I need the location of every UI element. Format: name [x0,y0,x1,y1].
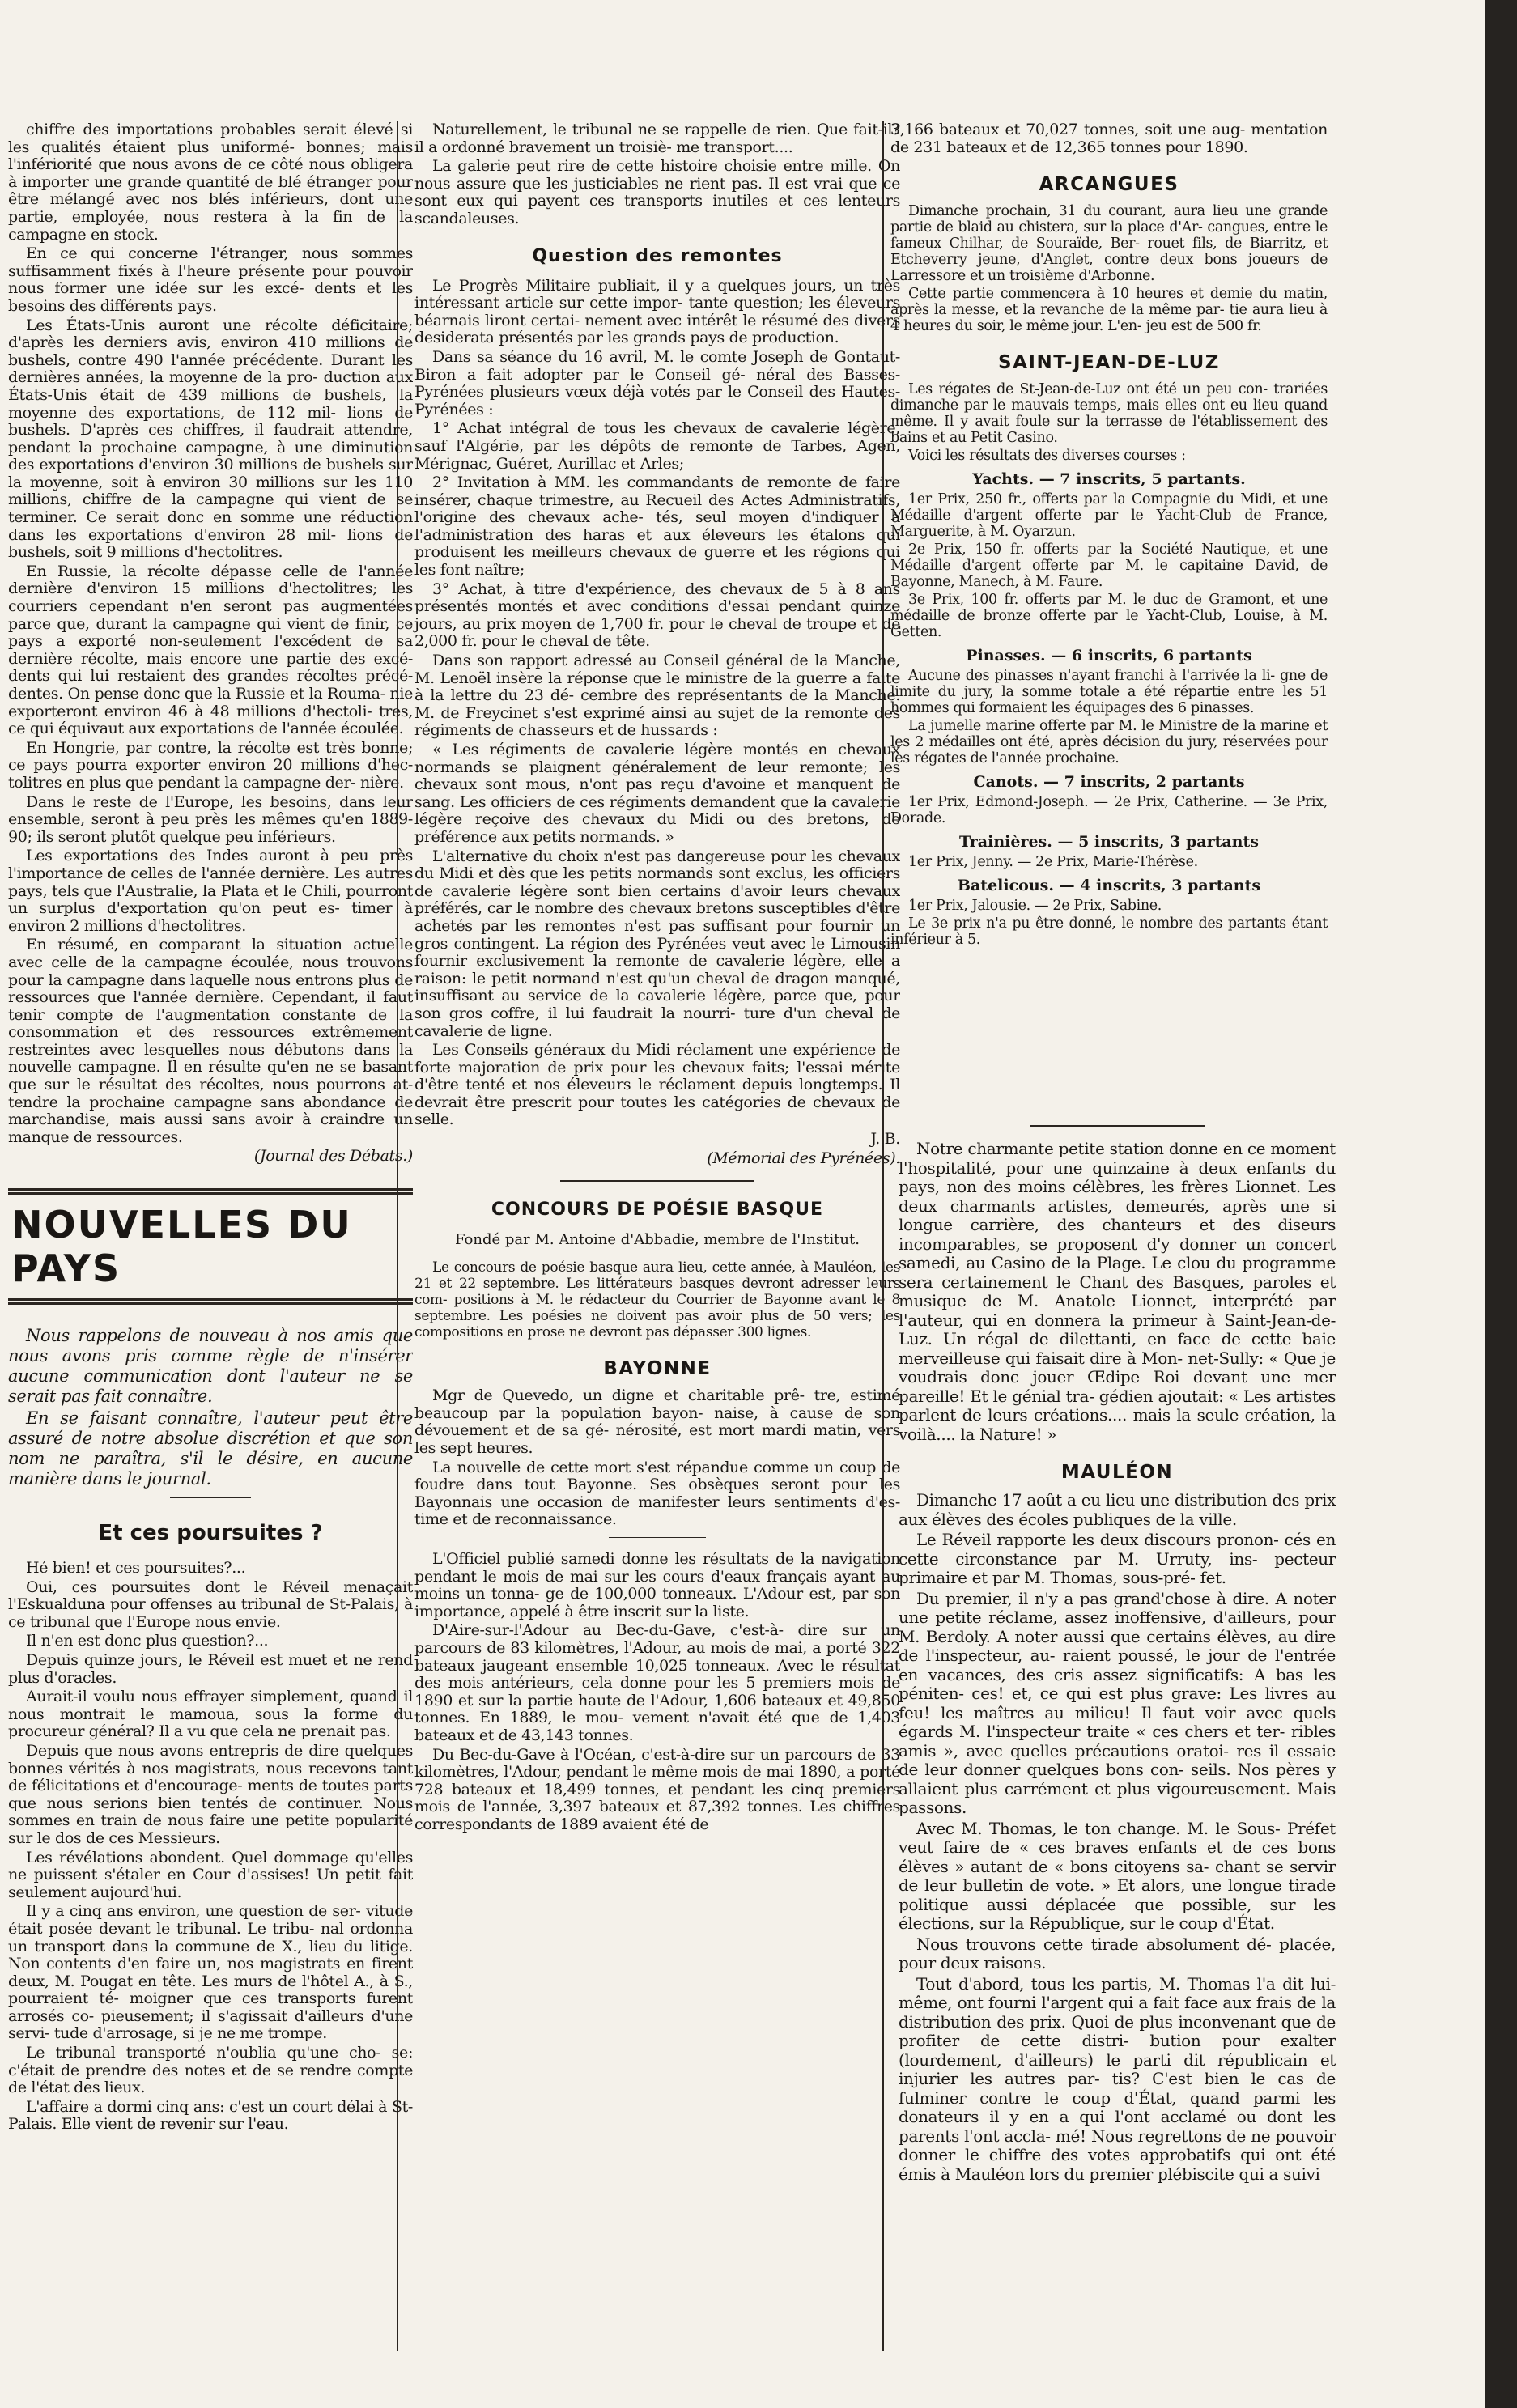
paragraph: « Les régiments de cavalerie légère montés en chevaux normands se plaignent généralement de leur remonte; les chevaux sont mous, n'ont pas reçu d'avoine et manquent de sang. Les officiers de ces régiments demandent que la cavalerie légère reçoive des chevaux du Midi ou des bretons, de préférence aux petits normands. » [414,741,900,846]
paragraph: Dans sa séance du 16 avril, M. le comte Joseph de Gontaut-Biron a fait adopter par le Conseil gé- néral des Basses-Pyrénées plusieurs vœux déjà votés par le Conseil des Hautes-Pyrénées : [414,347,900,418]
paragraph: L'Officiel publié samedi donne les résultats de la navigation pendant le mois de mai sur les cours d'eaux français ayant au moins un tonna- ge de 100,000 tonneaux. L'Adour est, par son importance, appelé à être inscrit sur la liste. [414,1550,900,1620]
paragraph: Oui, ces poursuites dont le Réveil menaçait l'Eskualduna pour offenses au tribunal de St-Palais, à ce tribunal que l'Europe nous envie. [8,1578,413,1631]
paragraph: Depuis quinze jours, le Réveil est muet et ne rend plus d'oracles. [8,1651,413,1687]
paragraph: 1er Prix, Jalousie. — 2e Prix, Sabine. [908,898,1162,915]
paragraph: La galerie peut rire de cette histoire choisie entre mille. On nous assure que les justiciables ne rient pas. Il est vrai que ce sont eux qui payent ces transports inutiles et ces lenteurs scandaleuses. [414,157,900,227]
paragraph: La nouvelle de cette mort s'est répandue comme un coup de foudre dans tout Bayonne. Ses obsèques seront pour les Bayonnais une occasion de manifester leurs sentiments d'es- time et de reconnaissance. [414,1458,900,1529]
paragraph: Le tribunal transporté n'oublia qu'une cho- se: c'était de prendre des notes et de se rendre compte de l'état des lieux. [8,2044,413,2097]
article-title: Et ces poursuites ? [98,1521,323,1546]
race-heading: Pinasses. — 6 inscrits, 6 partants [966,647,1252,665]
paragraph: Les Conseils généraux du Midi réclament une expérience de forte majoration de prix pour les chevaux faits; l'essai mérite d'être tenté et nos éleveurs le réclament depuis longtemps. Il devrait être prescrit pour toutes les catégories de chevaux de selle. [414,1041,900,1129]
paragraph: Il y a cinq ans environ, une question de ser- vitude était posée devant le tribunal. Le tribu- nal ordonna un transport dans la commune de X., lieu du litige. Non contents d'en faire un, nos magistrats en firent deux, M. Pougat en tête. Les murs de l'hôtel A., à S., pourraient té- moigner que ces transports furent arrosés co- pieusement; il s'agissait d'ailleurs d'une servi- tude d'arrosage, si je ne me trompe. [8,1902,413,2043]
paragraph: Tout d'abord, tous les partis, M. Thomas l'a dit lui-même, ont fourni l'argent qui a fait face aux frais de la distribution des prix. Quoi de plus inconvenant que de profiter de cette distri- bution pour exalter (lourdement, d'ailleurs) le parti dit républicain et injurier les autres par- tis? C'est bien le cas de fulminer contre le coup d'État, quand parmi les donateurs il y en a qui l'ont acclamé ou dont les parents l'ont accla- mé! Nous regrettons de ne pouvoir donner le chiffre des votes approbatifs qui ont été émis à Mauléon lors du premier plébiscite qui a suivi [899,1973,1336,2184]
paragraph: Avec M. Thomas, le ton change. M. le Sous- Préfet veut faire de « ces braves enfants et de ces bons élèves » autant de « bons citoyens sa- chant se servir de leur bulletin de vote. » Et alors, une longue tirade politique aussi déplacée que possible, sur les élections, sur la République, sur le coup d'État. [899,1818,1336,1933]
scan-edge [1485,0,1517,2408]
paragraph: 3,166 bateaux et 70,027 tonnes, soit une aug- mentation de 231 bateaux et de 12,365 tonnes pour 1890. [890,121,1328,156]
race-heading: Trainières. — 5 inscrits, 3 partants [959,833,1259,852]
paragraph: Voici les résultats des diverses courses : [908,448,1186,465]
paragraph: Le Réveil rapporte les deux discours pronon- cés en cette circonstance par M. Urruty, ins- pecteur primaire et par M. Thomas, sous-pré- fet. [899,1530,1336,1587]
notice-paragraph: En se faisant connaître, l'auteur peut être assuré de notre absolue discrétion et que son nom ne paraîtra, s'il le désire, en aucune manière dans le journal. [8,1408,413,1489]
paragraph: En ce qui concerne l'étranger, nous sommes suffisamment fixés à l'heure présente pour pouvoir nous former une idée sur les excé- dents et les besoins des différents pays. [8,244,413,315]
paragraph: Aurait-il voulu nous effrayer simplement, quand il nous montrait le mamoua, sous la forme du procureur général? Il a vu que cela ne prenait pas. [8,1688,413,1741]
paragraph: Aucune des pinasses n'ayant franchi à l'arrivée la li- gne de limite du jury, la somme totale a été répartie entre les 51 hommes qui formaient les équipages des 6 pinasses. [890,668,1328,717]
paragraph: chiffre des importations probables serait élevé si les qualités étaient plus uniformé- bonnes; mais l'infériorité que nous avons de ce côté nous obligera à importer une grande quantité de blé étranger pour être mélangé avec nos blés inférieurs, dont une partie, employée, nous restera à la fin de la campagne en stock. [8,121,413,244]
race-heading: Canots. — 7 inscrits, 2 partants [973,773,1245,792]
divider [1030,1125,1205,1127]
paragraph: Notre charmante petite station donne en ce moment l'hospitalité, pour une quinzaine à deux enfants du pays, non des moins célèbres, les frères Lionnet. Les deux charmants artistes, demeurés, après une si longue carrière, des chanteurs et des diseurs incomparables, se proposent d'y donner un concert samedi, au Casino de la Plage. Le clou du programme sera certainement le Chant des Basques, paroles et musique de M. Anatole Lionnet, interprété par l'auteur, qui en donnera la primeur à Saint-Jean-de-Luz. Un régal de dilettanti, en face de cette baie merveilleuse qui faisait dire à Mon- net-Sully: « Que je voudrais donc jouer Œdipe Roi devant une mer pareille! Et le génial tra- gédien ajoutait: « Les artistes parlent de leurs créations.... mais la seule création, la voilà.... la Nature! » [899,1139,1336,1444]
editor-notice [8,1326,413,1489]
paragraph: 3° Achat, à titre d'expérience, des chevaux de 5 à 8 ans présentés montés et avec conditions d'essai pendant quinze jours, au prix moyen de 1,700 fr. pour le cheval de troupe et de 2,000 fr. pour le cheval de tête. [414,580,900,651]
place-heading: ARCANGUES [1039,174,1179,196]
column-3-lower [899,1125,1336,2351]
divider [170,1497,251,1498]
paragraph: 2° Invitation à MM. les commandants de remonte de faire insérer, chaque trimestre, au Recueil des Actes Administratifs, l'origine des chevaux ache- tés, seul moyen d'indiquer à l'administration des haras et aux éleveurs les étalons qui produisent les meilleurs chevaux de guerre et les régions qui les font naître; [414,474,900,580]
paragraph: L'alternative du choix n'est pas dangereuse pour les chevaux du Midi et dès que les petits normands sont exclus, les officiers de cavalerie légère sont bien certains d'avoir leurs chevaux préférés, car le nombre des chevaux bretons susceptibles d'être achetés par les remontes n'est pas suffisant pour fournir un gros contingent. La région des Pyrénées veut avec le Limousin fournir exclusivement la remonte de cavalerie légère, elle a raison: le petit normand n'est qu'un cheval de dragon manqué, insuffisant au service de la cavalerie légère, parce que, pour son gros coffre, il lui faudrait la nourri- ture d'un cheval de cavalerie de ligne. [414,847,900,1040]
paragraph: Cette partie commencera à 10 heures et demie du matin, après la messe, et la revanche de la même par- tie aura lieu à 4 heures du soir, le même jour. L'en- jeu est de 500 fr. [890,286,1328,335]
paragraph: Le concours de poésie basque aura lieu, cette année, à Mauléon, les 21 et 22 septembre. Les littérateurs basques devront adresser leurs com- positions à M. le rédacteur du Courrier de Bayonne avant le 8 septembre. Les poésies ne doivent pas avoir plus de 50 vers; les compositions en prose ne devront pas dépasser 300 lignes. [414,1259,900,1341]
paragraph: Le 3e prix n'a pu être donné, le nombre des partants étant inférieur à 5. [890,915,1328,949]
paragraph: Le Progrès Militaire publiait, il y a quelques jours, un très intéressant article sur cette impor- tante question; les éleveurs béarnais liront certai- nement avec intérêt le résumé des divers desiderata présentés par les grands pays de production. [414,276,900,347]
paragraph: Nous trouvons cette tirade absolument dé- placée, pour deux raisons. [899,1934,1336,1973]
paragraph: 1er Prix, Edmond-Joseph. — 2e Prix, Catherine. — 3e Prix, Dorade. [890,794,1328,827]
race-heading: Batelicous. — 4 inscrits, 3 partants [957,877,1261,895]
paragraph: 1er Prix, Jenny. — 2e Prix, Marie-Thérèse. [908,854,1198,871]
column-3 [890,121,1328,1125]
article-subtitle: Fondé par M. Antoine d'Abbadie, membre de l'Institut. [455,1231,860,1249]
paragraph: Les exportations des Indes auront à peu près l'importance de celles de l'année dernière. Les autres pays, tels que l'Australie, la Plata et le Chili, pourront un surplus d'exportation qu'on peut es- timer à environ 2 millions d'hectolitres. [8,847,413,935]
article-source: (Journal des Débats.) [253,1147,413,1166]
article-source: (Mémorial des Pyrénées). [707,1149,900,1167]
article-title: CONCOURS DE POÉSIE BASQUE [491,1200,824,1221]
paragraph: Il n'en est donc plus question?... [26,1632,269,1650]
divider [560,1180,754,1182]
paragraph: Mgr de Quevedo, un digne et charitable prê- tre, estimé beaucoup par la population bayon- naise, à cause de son dévouement et de sa gé- nérosité, est mort mardi matin, vers les sept heures. [414,1387,900,1458]
paragraph: Dimanche 17 août a eu lieu une distribution des prix aux élèves des écoles publiques de la ville. [899,1490,1336,1529]
paragraph: La jumelle marine offerte par M. le Ministre de la marine et les 2 médailles ont été, après décision du jury, réservées pour les régates de l'année prochaine. [890,718,1328,767]
paragraph: L'affaire a dormi cinq ans: c'est un court délai à St-Palais. Elle vient de revenir sur l'eau. [8,2097,413,2134]
paragraph: En Russie, la récolte dépasse celle de l'année dernière d'environ 15 millions d'hectolitres; les courriers cependant n'en seront pas augmentées parce que, durant la campagne qui vient de finir, ce pays a exporté non-seulement l'excédent de sa dernière récolte, mais encore une partie des excé- dents qui lui restaient des grandes récoltes précé- dentes. On pense donc que la Russie et la Rouma- nie exporteront environ 46 à 48 millions d'hectoli- tres, ce qui équivaut aux exportations de l'année écoulée. [8,562,413,738]
paragraph: 1er Prix, 250 fr., offerts par la Compagnie du Midi, et une Médaille d'argent offerte par le Yacht-Club de France, Marguerite, à M. Oyarzun. [890,491,1328,541]
place-heading: BAYONNE [603,1358,712,1380]
paragraph: En Hongrie, par contre, la récolte est très bonne; ce pays pourra exporter environ 20 millions d'hec- tolitres en plus que pendant la campagne der- nière. [8,738,413,792]
divider [609,1537,706,1538]
paragraph: Naturellement, le tribunal ne se rappelle de rien. Que fait-il? il a ordonné bravement un troisiè- me transport.... [414,121,900,156]
paragraph: 3e Prix, 100 fr. offerts par M. le duc de Gramont, et une médaille de bronze offerte par le Yacht-Club, Louise, à M. Getten. [890,592,1328,641]
paragraph: Du Bec-du-Gave à l'Océan, c'est-à-dire sur un parcours de 33 kilomètres, l'Adour, pendant le même mois de mai 1890, a porté 728 bateaux et 18,499 tonnes, et pendant les cinq premiers mois de l'année, 3,397 bateaux et 87,392 tonnes. Les chiffres correspondants de 1889 avaient été de [414,1745,900,1833]
column-1 [8,121,413,2351]
paragraph: Les États-Unis auront une récolte déficitaire; d'après les derniers avis, environ 410 millions de bushels, contre 490 l'année précédente. Durant les dernières années, la moyenne de la pro- duction aux États-Unis était de 439 millions de bushels, la moyenne des exportations, de 112 mil- lions de bushels. D'après ces chiffres, il faudrait attendre, pendant la prochaine campagne, à une diminution des exportations d'environ 30 millions de bushels sur la moyenne, soit à environ 30 millions sur les 110 millions, chiffre de la campagne qui vient de se terminer. Ce serait donc en somme une réduction dans les exportations d'environ 28 mil- lions de bushels, soit 9 millions d'hectolitres. [8,316,413,562]
paragraph: Dans son rapport adressé au Conseil général de la Manche, M. Lenoël insère la réponse que le ministre de la guerre a faite à la lettre du 23 dé- cembre des représentants de la Manche. M. de Freycinet s'est exprimé ainsi au sujet de la remonte des régiments de chasseurs et de hussards : [414,652,900,740]
paragraph: Dimanche prochain, 31 du courant, aura lieu une grande partie de blaid au chistera, sur la place d'Ar- cangues, entre le fameux Chilhar, de Souraïde, Ber- rouet fils, de Biarritz, et Etcheverry jeune, d'Anglet, contre deux bons joueurs de Larressore et un troisième d'Arbonne. [890,203,1328,285]
section-banner: NOUVELLES DU PAYS [8,1188,413,1305]
notice-paragraph: Nous rappelons de nouveau à nos amis que nous avons pris comme règle de n'insérer aucune communication dont l'auteur ne se serait pas fait connaître. [8,1326,413,1407]
paragraph: Dans le reste de l'Europe, les besoins, dans leur ensemble, seront à peu près les mêmes qu'en 1889-90; ils seront plutôt quelque peu inférieurs. [8,792,413,846]
place-heading: SAINT-JEAN-DE-LUZ [998,352,1220,374]
column-rule [882,121,884,2351]
article-signature: J. B. [870,1130,900,1149]
paragraph: Depuis que nous avons entrepris de dire quelques bonnes vérités à nos magistrats, nous recevons tant de félicitations et d'encourage- ments de toutes parts que nous serions bien tentés de continuer. Nous sommes en train de nous faire une petite popularité sur le dos de ces Messieurs. [8,1741,413,1847]
paragraph: Hé bien! et ces poursuites?... [26,1559,246,1578]
paragraph: D'Aire-sur-l'Adour au Bec-du-Gave, c'est-à- dire sur un parcours de 83 kilomètres, l'Adour, au mois de mai, a porté 322 bateaux jaugeant ensemble 10,025 tonneaux. Avec le résultat des mois antérieurs, cela donne pour les 5 premiers mois de 1890 et sur la partie haute de l'Adour, 1,606 bateaux et 49,850 tonnes. En 1889, le mou- vement n'avait été que de 1,403 bateaux et de 43,143 tonnes. [414,1621,900,1744]
paragraph: Du premier, il n'y a pas grand'chose à dire. A noter une petite réclame, assez inoffensive, d'ailleurs, pour M. Berdoly. A noter aussi que certains élèves, au dire de l'inspecteur, au- raient poussé, le jour de l'entrée en vacances, des cris assez significatifs: A bas les péniten- ces! et, ce qui est plus grave: Les livres au feu! les maîtres au milieu! Il faut voir avec quels égards M. l'inspecteur traite « ces chers et ter- ribles amis », avec quelles précautions oratoi- res il essaie de leur donner quelques bons con- seils. Nos pères y allaient plus carrément et plus vigoureusement. Mais passons. [899,1588,1336,1817]
column-2 [397,121,900,2351]
place-heading: MAULÉON [1060,1462,1174,1483]
paragraph: Les révélations abondent. Quel dommage qu'elles ne puissent s'étaler en Cour d'assises! Un petit fait seulement aujourd'hui. [8,1848,413,1901]
paragraph: Les régates de St-Jean-de-Luz ont été un peu con- trariées dimanche par le mauvais temps, mais elles ont eu lieu quand même. Il y avait foule sur la terrasse de l'établissement des bains et au Petit Casino. [890,381,1328,447]
race-heading: Yachts. — 7 inscrits, 5 partants. [972,470,1246,489]
paragraph: En résumé, en comparant la situation actuelle avec celle de la campagne écoulée, nous trouvons pour la campagne dans laquelle nous entrons plus de ressources que l'année dernière. Cependant, il faut tenir compte de l'augmentation constante de la consommation et des ressources extrêmement restreintes avec lesquelles nous débutons dans la nouvelle campagne. Il en résulte qu'en ne se basant que sur le résultat des récoltes, nous pourrons at- tendre la prochaine campagne sans abondance de marchandise, mais aussi sans avoir à craindre un manque de ressources. [8,936,413,1146]
paragraph: 1° Achat intégral de tous les chevaux de cavalerie légère, sauf l'Algérie, par les dépôts de remonte de Tarbes, Agen, Mérignac, Guéret, Aurillac et Arles; [414,419,900,473]
article-title: Question des remontes [532,245,783,266]
paragraph: 2e Prix, 150 fr. offerts par la Société Nautique, et une Médaille d'argent offerte par M. le capitaine David, de Bayonne, Manech, à M. Faure. [890,541,1328,591]
